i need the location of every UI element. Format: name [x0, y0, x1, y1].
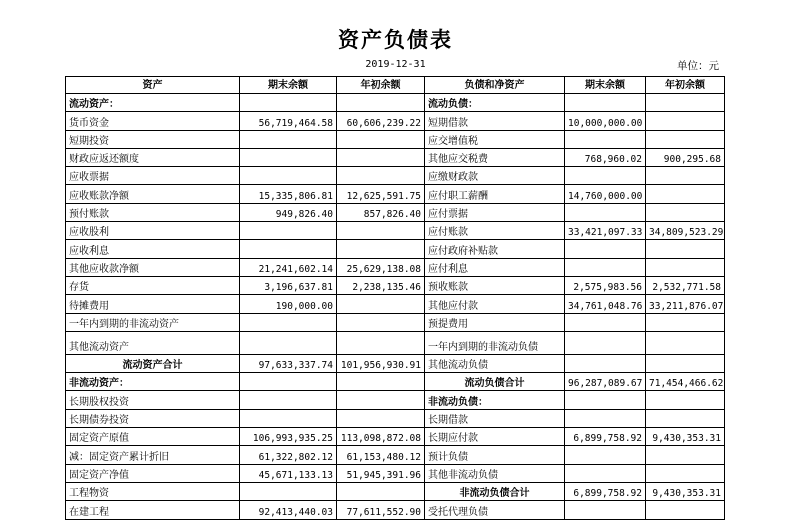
cell-liability-label: 预收账款: [425, 276, 565, 294]
cell-liability-label: 应付账款: [425, 222, 565, 240]
table-row: [66, 464, 725, 482]
cell-asset-label: 货币资金: [66, 112, 240, 130]
table-row: [66, 331, 725, 354]
cell-asset-ending: [240, 240, 337, 258]
cell-asset-opening: 60,606,239.22: [337, 112, 425, 130]
cell-liability-opening: [646, 240, 725, 258]
table-row: [66, 222, 725, 240]
cell-asset-label: 其他应收款净额: [66, 258, 240, 276]
cell-asset-label: 应收账款净额: [66, 185, 240, 203]
cell-liability-ending: [565, 354, 646, 372]
cell-asset-ending: 106,993,935.25: [240, 428, 337, 446]
table-row: [66, 112, 725, 130]
cell-asset-ending: [240, 167, 337, 185]
table-body: [66, 94, 725, 520]
cell-liability-label: 流动负债合计: [425, 373, 565, 391]
cell-asset-opening: [337, 240, 425, 258]
cell-asset-label: 固定资产原值: [66, 428, 240, 446]
report-date: 2019-12-31: [365, 59, 426, 70]
cell-liability-ending: 34,761,048.76: [565, 295, 646, 313]
cell-asset-ending: 15,335,806.81: [240, 185, 337, 203]
cell-liability-ending: 33,421,097.33: [565, 222, 646, 240]
cell-asset-label: 预付账款: [66, 203, 240, 221]
cell-liability-opening: [646, 94, 725, 112]
table-row: [66, 94, 725, 112]
cell-asset-opening: [337, 313, 425, 331]
cell-liability-opening: [646, 112, 725, 130]
cell-liability-ending: [565, 464, 646, 482]
cell-asset-label: 短期投资: [66, 130, 240, 148]
cell-liability-opening: [646, 203, 725, 221]
cell-liability-ending: [565, 203, 646, 221]
cell-liability-ending: 768,960.02: [565, 148, 646, 166]
cell-liability-opening: [646, 313, 725, 331]
table-row: [66, 203, 725, 221]
cell-liability-opening: 9,430,353.31: [646, 428, 725, 446]
table-row: [66, 391, 725, 409]
table-row: [66, 501, 725, 519]
cell-liability-label: 一年内到期的非流动负债: [425, 331, 565, 354]
table-row: [66, 148, 725, 166]
cell-asset-opening: 2,238,135.46: [337, 276, 425, 294]
cell-liability-ending: 6,899,758.92: [565, 482, 646, 500]
cell-liability-label: 其他应交税费: [425, 148, 565, 166]
cell-liability-opening: 33,211,876.07: [646, 295, 725, 313]
cell-asset-ending: [240, 409, 337, 427]
cell-liability-opening: 9,430,353.31: [646, 482, 725, 500]
cell-liability-ending: [565, 446, 646, 464]
cell-asset-label: 应收利息: [66, 240, 240, 258]
cell-asset-ending: [240, 94, 337, 112]
header-opening-balance: 年初余额: [646, 77, 725, 94]
cell-asset-label: 长期股权投资: [66, 391, 240, 409]
cell-liability-label: 长期借款: [425, 409, 565, 427]
cell-liability-ending: 14,760,000.00: [565, 185, 646, 203]
cell-asset-label: 减：固定资产累计折旧: [66, 446, 240, 464]
cell-liability-label: 受托代理负债: [425, 501, 565, 519]
cell-liability-ending: [565, 331, 646, 354]
cell-asset-label: 应收股利: [66, 222, 240, 240]
cell-asset-label: 流动资产：: [66, 94, 240, 112]
cell-asset-opening: 857,826.40: [337, 203, 425, 221]
cell-asset-opening: [337, 295, 425, 313]
header-ending-balance: 期末余额: [565, 77, 646, 94]
cell-asset-ending: 949,826.40: [240, 203, 337, 221]
table-row: [66, 167, 725, 185]
table-row: [66, 258, 725, 276]
cell-asset-label: 在建工程: [66, 501, 240, 519]
cell-asset-opening: 25,629,138.08: [337, 258, 425, 276]
balance-sheet-table: [65, 76, 725, 520]
cell-liability-label: 非流动负债：: [425, 391, 565, 409]
cell-asset-ending: 61,322,802.12: [240, 446, 337, 464]
table-row: [66, 130, 725, 148]
cell-asset-opening: [337, 409, 425, 427]
cell-liability-label: 应付票据: [425, 203, 565, 221]
cell-asset-opening: [337, 148, 425, 166]
table-row: [66, 482, 725, 500]
cell-liability-label: 其他非流动负债: [425, 464, 565, 482]
header-assets: 资产: [66, 77, 240, 94]
cell-liability-ending: [565, 258, 646, 276]
cell-asset-opening: 101,956,930.91: [337, 354, 425, 372]
cell-asset-ending: [240, 331, 337, 354]
cell-liability-opening: [646, 167, 725, 185]
cell-liability-label: 非流动负债合计: [425, 482, 565, 500]
table-row: [66, 446, 725, 464]
cell-liability-opening: [646, 130, 725, 148]
table-row: [66, 428, 725, 446]
cell-asset-opening: 77,611,552.90: [337, 501, 425, 519]
cell-liability-label: 长期应付款: [425, 428, 565, 446]
cell-asset-label: 流动资产合计: [66, 354, 240, 372]
cell-asset-ending: [240, 222, 337, 240]
cell-asset-ending: [240, 373, 337, 391]
cell-liability-label: 其他流动负债: [425, 354, 565, 372]
cell-liability-ending: 2,575,983.56: [565, 276, 646, 294]
cell-liability-label: 应缴财政款: [425, 167, 565, 185]
cell-asset-ending: 56,719,464.58: [240, 112, 337, 130]
cell-liability-label: 应交增值税: [425, 130, 565, 148]
cell-asset-opening: [337, 222, 425, 240]
table-row: [66, 409, 725, 427]
cell-liability-opening: 900,295.68: [646, 148, 725, 166]
cell-liability-label: 预提费用: [425, 313, 565, 331]
cell-asset-opening: 51,945,391.96: [337, 464, 425, 482]
table-row: [66, 185, 725, 203]
cell-liability-ending: [565, 409, 646, 427]
cell-asset-ending: 3,196,637.81: [240, 276, 337, 294]
cell-asset-ending: [240, 391, 337, 409]
cell-liability-opening: 2,532,771.58: [646, 276, 725, 294]
cell-asset-label: 应收票据: [66, 167, 240, 185]
cell-asset-opening: [337, 482, 425, 500]
table-row: [66, 313, 725, 331]
cell-liability-ending: [565, 501, 646, 519]
cell-liability-opening: [646, 331, 725, 354]
cell-liability-label: 其他应付款: [425, 295, 565, 313]
cell-liability-label: 应付政府补贴款: [425, 240, 565, 258]
currency-unit: 单位：元: [677, 60, 719, 72]
cell-asset-opening: [337, 167, 425, 185]
table-row: [66, 354, 725, 372]
table-row: [66, 240, 725, 258]
cell-liability-label: 流动负债：: [425, 94, 565, 112]
cell-asset-label: 非流动资产：: [66, 373, 240, 391]
cell-asset-ending: [240, 148, 337, 166]
cell-asset-ending: 21,241,602.14: [240, 258, 337, 276]
cell-liability-opening: [646, 258, 725, 276]
cell-liability-ending: 6,899,758.92: [565, 428, 646, 446]
cell-liability-opening: 34,809,523.29: [646, 222, 725, 240]
header-opening-balance: 年初余额: [337, 77, 425, 94]
cell-liability-opening: [646, 409, 725, 427]
header-ending-balance: 期末余额: [240, 77, 337, 94]
cell-asset-opening: [337, 130, 425, 148]
cell-asset-ending: [240, 130, 337, 148]
cell-asset-opening: 113,098,872.08: [337, 428, 425, 446]
report-title: 资产负债表: [338, 27, 453, 52]
cell-liability-opening: [646, 354, 725, 372]
cell-liability-ending: [565, 240, 646, 258]
cell-liability-opening: [646, 464, 725, 482]
cell-asset-opening: [337, 94, 425, 112]
header-liabilities-net-assets: 负债和净资产: [425, 77, 565, 94]
cell-asset-label: 长期债券投资: [66, 409, 240, 427]
table-row: [66, 373, 725, 391]
table-row: [66, 276, 725, 294]
cell-asset-label: 存货: [66, 276, 240, 294]
cell-liability-label: 预计负债: [425, 446, 565, 464]
cell-liability-label: 应付利息: [425, 258, 565, 276]
cell-asset-opening: 12,625,591.75: [337, 185, 425, 203]
cell-liability-opening: [646, 185, 725, 203]
cell-liability-ending: 10,000,000.00: [565, 112, 646, 130]
cell-liability-ending: [565, 313, 646, 331]
cell-liability-ending: 96,287,089.67: [565, 373, 646, 391]
cell-liability-opening: [646, 501, 725, 519]
cell-asset-ending: 190,000.00: [240, 295, 337, 313]
cell-asset-label: 财政应返还额度: [66, 148, 240, 166]
cell-liability-label: 应付职工薪酬: [425, 185, 565, 203]
cell-liability-ending: [565, 391, 646, 409]
cell-asset-label: 一年内到期的非流动资产: [66, 313, 240, 331]
cell-asset-ending: 97,633,337.74: [240, 354, 337, 372]
cell-asset-label: 固定资产净值: [66, 464, 240, 482]
cell-asset-ending: [240, 482, 337, 500]
cell-liability-ending: [565, 130, 646, 148]
cell-liability-label: 短期借款: [425, 112, 565, 130]
cell-asset-ending: 92,413,440.03: [240, 501, 337, 519]
cell-asset-opening: 61,153,480.12: [337, 446, 425, 464]
cell-asset-opening: [337, 391, 425, 409]
table-header-row: [66, 77, 725, 94]
cell-liability-opening: 71,454,466.62: [646, 373, 725, 391]
cell-asset-opening: [337, 373, 425, 391]
cell-liability-opening: [646, 391, 725, 409]
cell-asset-ending: [240, 313, 337, 331]
cell-asset-label: 工程物资: [66, 482, 240, 500]
cell-liability-opening: [646, 446, 725, 464]
cell-asset-label: 待摊费用: [66, 295, 240, 313]
cell-liability-ending: [565, 94, 646, 112]
cell-asset-ending: 45,671,133.13: [240, 464, 337, 482]
cell-asset-label: 其他流动资产: [66, 331, 240, 354]
table-row: [66, 295, 725, 313]
cell-asset-opening: [337, 331, 425, 354]
cell-liability-ending: [565, 167, 646, 185]
